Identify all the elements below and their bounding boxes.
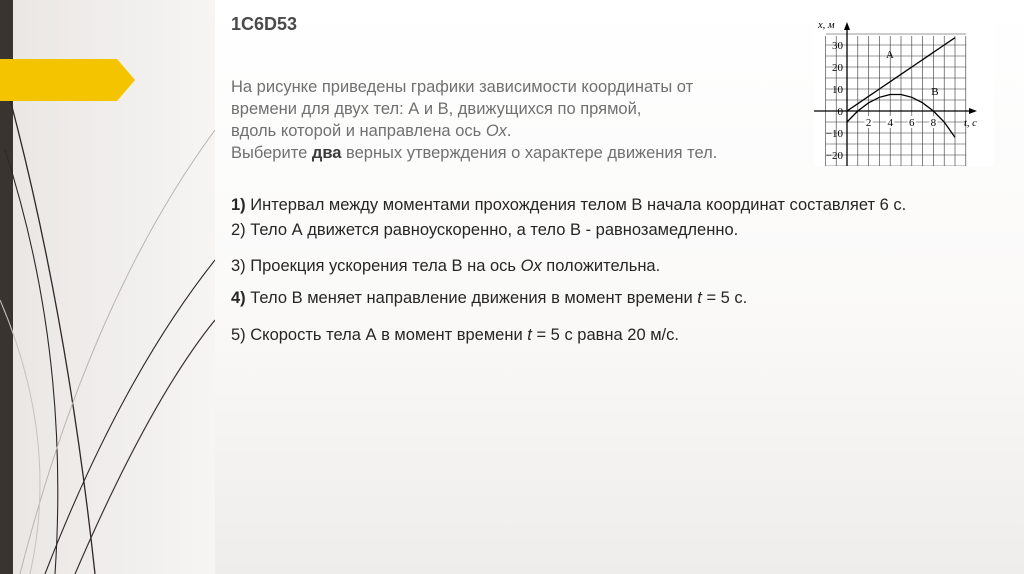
accent-flag: [0, 59, 135, 101]
curve-line: [75, 320, 215, 574]
curve-line: [0, 300, 40, 574]
statement-3: 3) Проекция ускорения тела В на ось Ox положительна.: [231, 257, 661, 275]
slide-title: 1C6D53: [231, 14, 298, 34]
y-tick-label: 30: [832, 40, 843, 52]
x-axis-label: t, с: [964, 118, 977, 129]
series-b-label: B: [931, 86, 939, 99]
series-a-label: A: [885, 49, 894, 62]
y-tick-label: −20: [825, 150, 843, 162]
x-tick-label: 6: [909, 117, 915, 129]
y-tick-label: 0: [837, 106, 843, 118]
y-tick-label: 20: [832, 62, 843, 74]
x-tick-label: 2: [865, 117, 872, 129]
statement-1: 1) Интервал между моментами прохождения телом В начала координат составляет 6 с.: [231, 196, 907, 214]
problem-line-2: времени для двух тел: А и В, движущихся по прямой,: [231, 100, 642, 118]
statement-4: 4) Тело В меняет направление движения в момент времени t = 5 с.: [231, 289, 748, 307]
y-axis-label: x, м: [818, 20, 835, 31]
statement-2: 2) Тело А движется равноускоренно, а тело В - равнозамедленно.: [231, 221, 739, 239]
problem-line-4: Выберите два верных утверждения о характере движения тел.: [231, 144, 718, 162]
y-tick-label: −10: [825, 128, 843, 140]
problem-line-3: вдоль которой и направлена ось Ox.: [231, 122, 512, 140]
y-tick-label: 10: [832, 84, 843, 96]
x-tick-label: 8: [930, 117, 937, 129]
problem-statement: [231, 76, 791, 164]
curve-line: [45, 260, 215, 574]
curve-line: [5, 150, 58, 574]
x-tick-label: 4: [887, 117, 893, 129]
coordinate-graph: [814, 14, 994, 166]
statement-5: 5) Скорость тела А в момент времени t = 5 с равна 20 м/с.: [231, 326, 679, 344]
problem-line-1: На рисунке приведены графики зависимости координаты от: [231, 78, 694, 96]
